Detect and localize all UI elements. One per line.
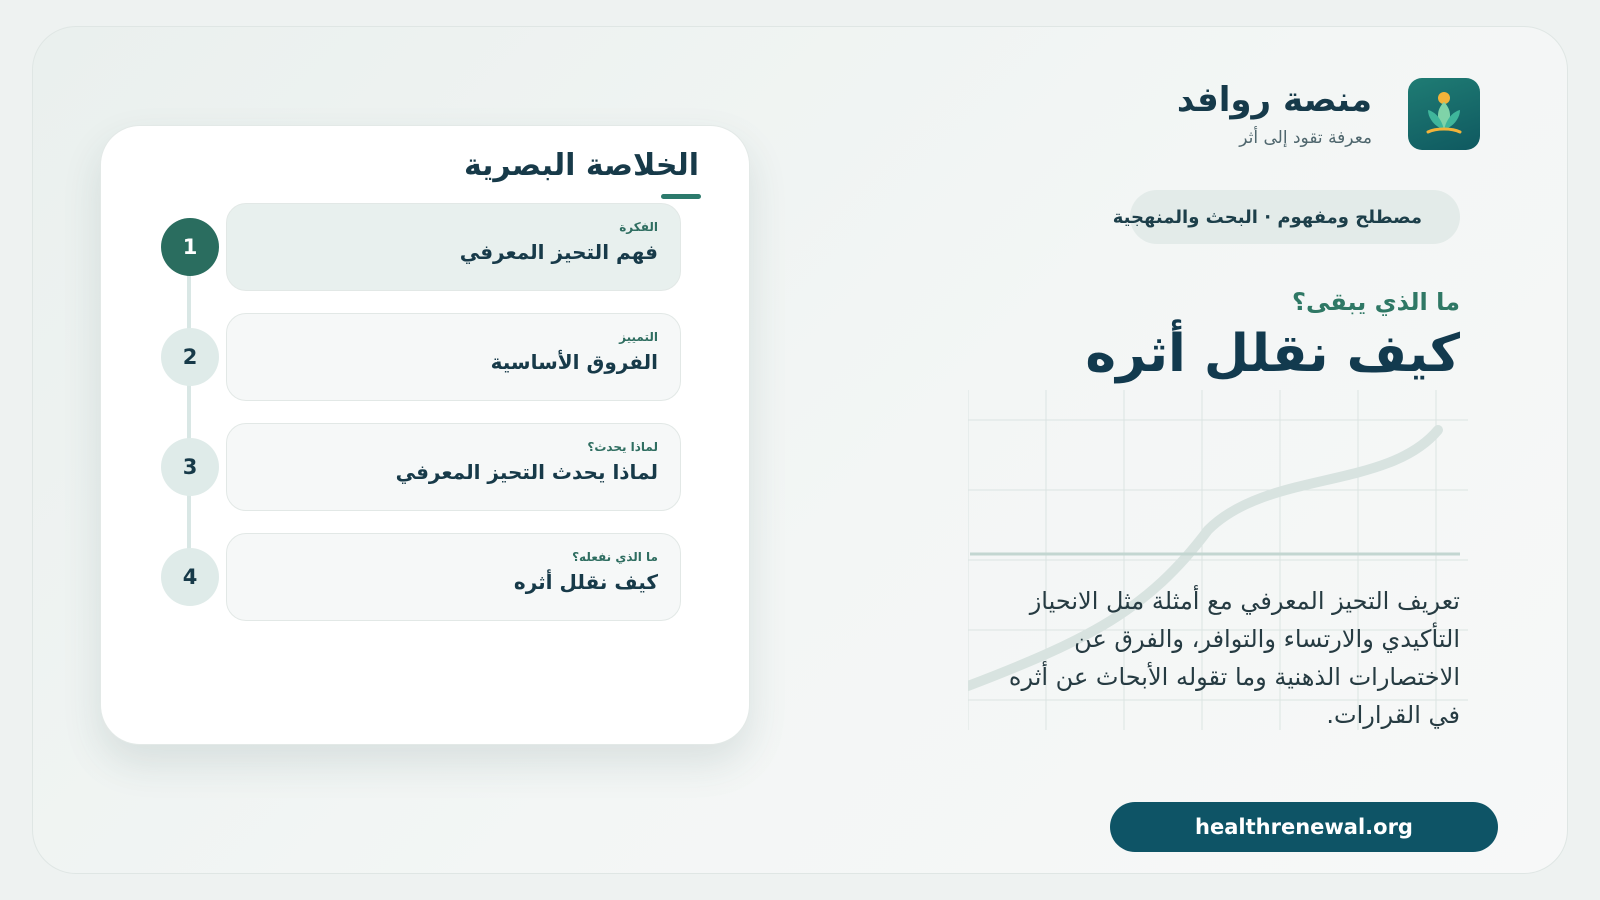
timeline-connector (187, 246, 191, 586)
title-underline (661, 194, 701, 199)
step-kicker: الفكرة (619, 220, 658, 234)
step-number-badge: 4 (161, 548, 219, 606)
visual-summary-card (100, 125, 750, 745)
card-title: الخلاصة البصرية (463, 148, 699, 183)
step-kicker: التمييز (619, 330, 658, 344)
step-kicker: ما الذي نفعله؟ (572, 550, 658, 564)
category-pill: مصطلح ومفهوم · البحث والمنهجية (1130, 190, 1460, 244)
brand-subtitle: معرفة تقود إلى أثر (1239, 128, 1372, 148)
hero-description: تعريف التحيز المعرفي مع أمثلة مثل الانحياز التأكيدي والارتساء والتوافر، والفرق عن الاختصارات الذهنية وما تقوله الأبحاث عن أثره في القرارات. (1008, 587, 1460, 729)
step-label: الفروق الأساسية (490, 350, 658, 374)
lotus-logo-icon (1408, 78, 1480, 150)
step-item[interactable] (226, 533, 681, 621)
step-item[interactable] (226, 313, 681, 401)
hero-title: كيف نقلل أثره (1085, 324, 1460, 384)
step-label: فهم التحيز المعرفي (459, 240, 658, 264)
hero-question: ما الذي يبقى؟ (1292, 288, 1460, 316)
step-kicker: لماذا يحدث؟ (587, 440, 658, 454)
step-label: كيف نقلل أثره (513, 570, 658, 594)
website-link-button[interactable]: healthrenewal.org (1110, 802, 1498, 852)
step-number-badge: 2 (161, 328, 219, 386)
step-item[interactable] (226, 203, 681, 291)
brand-header (1177, 78, 1480, 150)
brand-title: منصة روافد (1176, 80, 1372, 120)
step-number-badge: 3 (161, 438, 219, 496)
step-number-badge: 1 (161, 218, 219, 276)
step-item[interactable] (226, 423, 681, 511)
step-label: لماذا يحدث التحيز المعرفي (395, 460, 658, 484)
